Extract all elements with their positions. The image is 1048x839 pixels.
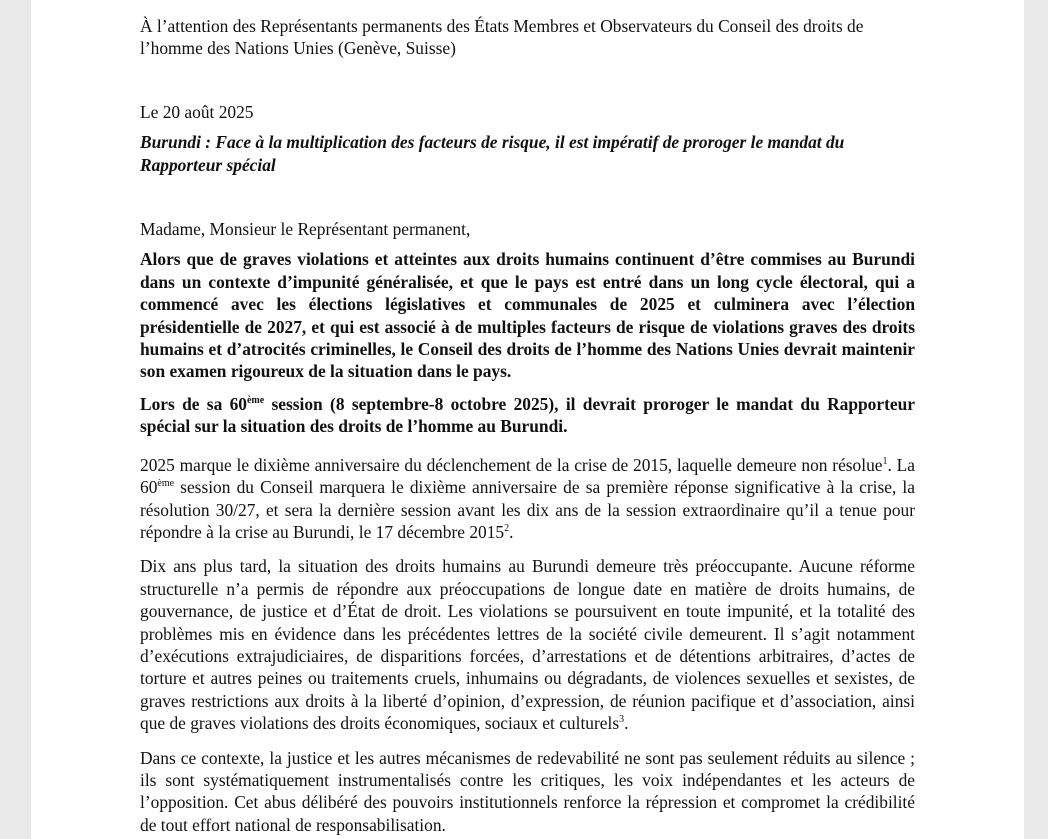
context-paragraph: Dans ce contexte, la justice et les autres mécanismes de redevabilité ne sont pas seulement réduits au silence ; ils sont systématiquement instrumentalisés contre les critiques, les voix indépendantes et les acteurs de l’opposition. Cet abus délibéré des pouvoirs institutionnels renforce la répression et compromet la crédibilité de tout effort national de responsabilisation.: [140, 747, 915, 835]
document-page: [31, 0, 1024, 839]
superscript: ème: [246, 394, 265, 406]
text-segment: .: [509, 521, 514, 542]
text-segment: .: [624, 713, 629, 734]
footnote-ref-3[interactable]: 3: [619, 714, 625, 726]
addressee-line: À l’attention des Représentants permanents des États Membres et Observateurs du Conseil des droits de l’homme des Nations Unies (Genève, Suisse): [140, 16, 864, 59]
text-segment: Dix ans plus tard, la situation des droits humains au Burundi demeure très préoccupante. Aucune réforme structurelle n’a permis de répondre aux préoccupations de longue date en matière de droits humains, de gouvernance, de justice et d’État de droit. Les violations se poursuivent en toute impunité, et la totalité des problèmes mis en évidence dans les précédentes lettres de la société civile demeurent. Il s’agit notamment d’exécutions extrajudiciaires, de disparitions forcées, d’arrestations et de détentions arbitraires, d’actes de torture et autres peines ou traitements cruels, inhumains ou dégradants, de violences sexuelles et sexistes, de graves restrictions aux droits à la liberté d’opinion, d’expression, de réunion pacifique et d’association, ainsi que de graves violations des droits économiques, sociaux et culturels: [140, 556, 915, 734]
salutation: Madame, Monsieur le Représentant permanent,: [140, 219, 471, 240]
letter-title: Burundi : Face à la multiplication des facteurs de risque, il est impératif de proroger le mandat du Rapporteur spécial: [140, 132, 845, 175]
letter-body: [140, 15, 915, 836]
text-segment: . La 60: [140, 454, 915, 498]
text-segment: session du Conseil marquera le dixième anniversaire de sa première réponse significative à la crise, la résolution 30/27, et sera la dernière session avant les dix ans de la session extraordinaire qu’il a tenue pour répondre à la crise au Burundi, le 17 décembre 2015: [140, 477, 915, 542]
anniversary-paragraph: [140, 454, 915, 544]
footnote-ref-2[interactable]: 2: [504, 522, 510, 534]
text-segment: 2025 marque le dixième anniversaire du déclenchement de la crise de 2015, laquelle demeure non résolue: [140, 454, 883, 475]
footnote-ref-1[interactable]: 1: [882, 455, 888, 467]
bold-intro-paragraph: Alors que de graves violations et atteintes aux droits humains continuent d’être commises au Burundi dans un contexte d’impunité généralisée, et que le pays est entré dans un long cycle électoral, qui a commencé avec les élections législatives et communales de 2025 et culminera avec l’élection présidentielle de 2027, et qui est associé à de multiples facteurs de risque de violations graves des droits humains et d’atrocités criminelles, le Conseil des droits de l’homme des Nations Unies devrait maintenir son examen rigoureux de la situation dans le pays.: [140, 249, 915, 382]
situation-paragraph: [140, 555, 915, 734]
superscript: ème: [157, 478, 175, 490]
text-segment: Lors de sa 60: [140, 393, 247, 414]
text-segment: session (8 septembre-8 octobre 2025), il devrait proroger le mandat du Rapporteur spécial sur la situation des droits de l’homme au Burundi.: [140, 393, 915, 437]
letter-date: Le 20 août 2025: [140, 101, 254, 122]
bold-call-paragraph: [140, 393, 915, 438]
